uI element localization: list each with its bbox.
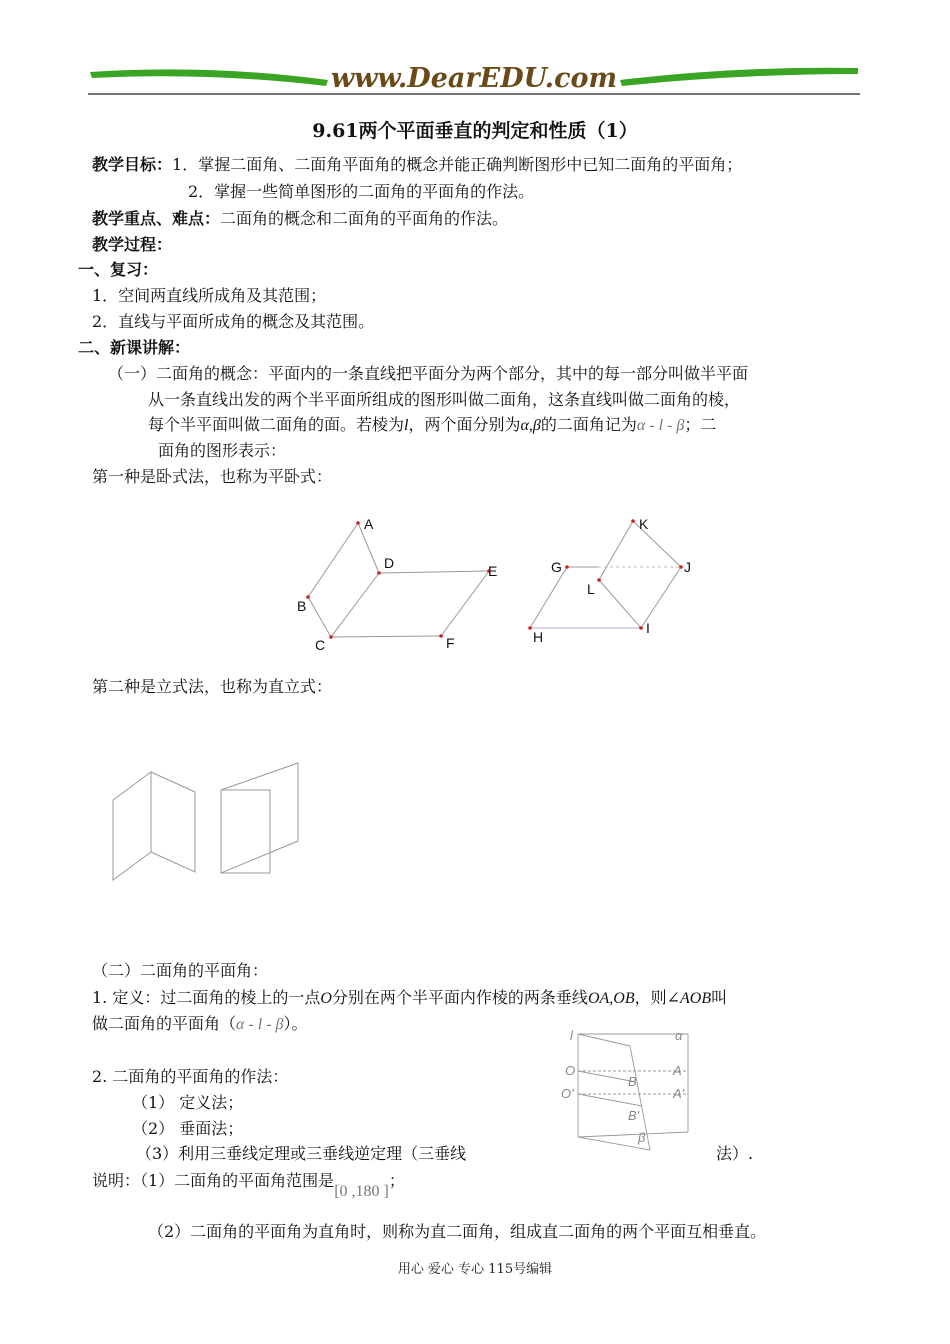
- fig2-label-B: B: [628, 1074, 637, 1089]
- point-O-symbol: O: [320, 990, 332, 1007]
- plane-angle-def-line1: [92, 987, 727, 1010]
- fig2-label-l: l: [570, 1028, 573, 1043]
- new-lesson-heading: 二、新课讲解：: [78, 338, 191, 357]
- site-logo: www.DearEDU.com: [330, 63, 618, 94]
- plane-angle-def-a: 1. 定义：过二面角的棱上的一点: [92, 988, 321, 1007]
- label-J: J: [684, 559, 691, 575]
- label-D: D: [384, 555, 395, 571]
- second-method-label: 第二种是立式法，也称为直立式：: [92, 677, 333, 696]
- angle-AOB-symbol: ∠AOB: [666, 990, 712, 1007]
- right-swoosh: [620, 68, 858, 86]
- review-item2: 2．直线与平面所成角的概念及其范围。: [92, 312, 375, 331]
- review-item1: 1．空间两直线所成角及其范围；: [92, 286, 327, 305]
- concept-line3-b: ，两个面分别为: [408, 415, 521, 434]
- label-G: G: [551, 559, 562, 575]
- concept-line4: 面角的图形表示：: [158, 441, 287, 460]
- goals-line1: [92, 154, 742, 176]
- fig2-label-A: A: [673, 1063, 682, 1078]
- fig2-label-A-prime: A': [673, 1086, 685, 1101]
- label-B: B: [297, 598, 307, 614]
- label-E: E: [488, 563, 498, 579]
- plane-angle-def-d: 叫: [711, 988, 728, 1007]
- plane-angle-def-line2-a: 做二面角的平面角（: [92, 1014, 237, 1033]
- notes-item2: （2）二面角的平面角为直角时，则称为直二面角，组成直二面角的两个平面互相垂直。: [148, 1222, 767, 1241]
- figure-plane-angle: [550, 1020, 700, 1155]
- fig2-label-B-prime: B': [628, 1108, 640, 1123]
- concept-line1: （一）二面角的概念：平面内的一条直线把平面分为两个部分，其中的每一部分叫做半平面: [108, 364, 749, 383]
- label-I: I: [646, 620, 650, 636]
- dihedral-notation: α - l - β: [636, 417, 685, 434]
- review-heading: 一、复习：: [78, 260, 159, 279]
- plane-angle-def-b: 分别在两个半平面内作棱的两条垂线: [331, 988, 588, 1007]
- method-3a: （3）利用三垂线定理或三垂线逆定理（三垂线: [136, 1144, 467, 1163]
- label-H: H: [533, 629, 544, 645]
- label-A: A: [364, 516, 374, 532]
- plane-angle-def-c: ，则: [634, 988, 667, 1007]
- goals-item2: 2．掌握一些简单图形的二面角的平面角的作法。: [188, 182, 535, 201]
- label-C: C: [315, 637, 326, 653]
- concept-line3: [148, 414, 716, 437]
- key-points: [92, 208, 508, 230]
- method-3b: 法）.: [716, 1144, 754, 1163]
- method-1: （1） 定义法；: [132, 1093, 244, 1112]
- process-label: 教学过程：: [92, 235, 173, 254]
- concept-line3-d: ；二: [684, 415, 717, 434]
- concept-line3-a: 每个半平面叫做二面角的面。若棱为: [148, 415, 405, 434]
- label-K: K: [639, 516, 649, 532]
- concept-line2: 从一条直线出发的两个半平面所组成的图形叫做二面角，这条直线叫做二面角的棱，: [148, 390, 741, 409]
- figure-reclined-dihedral: [290, 508, 710, 658]
- fig2-label-O: O: [565, 1063, 576, 1078]
- dihedral-notation-2: α - l - β: [236, 1016, 284, 1033]
- plane-angle-heading: （二）二面角的平面角：: [92, 961, 269, 980]
- fig2-label-alpha: α: [675, 1028, 683, 1043]
- concept-line3-c: 的二面角记为: [540, 415, 637, 434]
- goals-item1: 1．掌握二面角、二面角平面角的概念并能正确判断图形中已知二面角的平面角；: [172, 155, 743, 174]
- key-points-text: 二面角的概念和二面角的平面角的作法。: [220, 209, 509, 228]
- page-title: 9.61两个平面垂直的判定和性质（1）: [312, 120, 638, 142]
- key-points-label: 教学重点、难点：: [92, 209, 221, 228]
- method-2: （2） 垂面法；: [132, 1119, 244, 1138]
- label-L: L: [587, 581, 595, 597]
- plane-angle-def-line2: [92, 1013, 308, 1036]
- fig2-label-beta: β: [638, 1130, 646, 1145]
- notes-label: 说明：（1）二面角的平面角范围是: [92, 1171, 335, 1190]
- page-footer: 用心 爱心 专心 115号编辑: [397, 1262, 553, 1277]
- notes-line1: [92, 1170, 405, 1200]
- plane-angle-def-line2-b: ）。: [283, 1014, 308, 1033]
- left-swoosh: [90, 69, 328, 86]
- notes-range-end: ；: [388, 1171, 405, 1190]
- label-F: F: [446, 635, 455, 651]
- figure-upright-dihedral: [100, 750, 320, 890]
- first-method-label: 第一种是卧式法，也称为平卧式：: [92, 467, 333, 486]
- goals-label: 教学目标：: [92, 155, 173, 174]
- edge-symbol: l: [404, 417, 409, 434]
- fig2-label-O-prime: O': [561, 1086, 574, 1101]
- angle-range: [0 ,180 ]: [334, 1183, 389, 1200]
- faces-symbol: α,β: [520, 417, 541, 434]
- header-banner: [88, 60, 860, 96]
- methods-heading: 2. 二面角的平面角的作法：: [92, 1067, 289, 1086]
- perpendiculars-symbol: OA,OB: [587, 990, 635, 1007]
